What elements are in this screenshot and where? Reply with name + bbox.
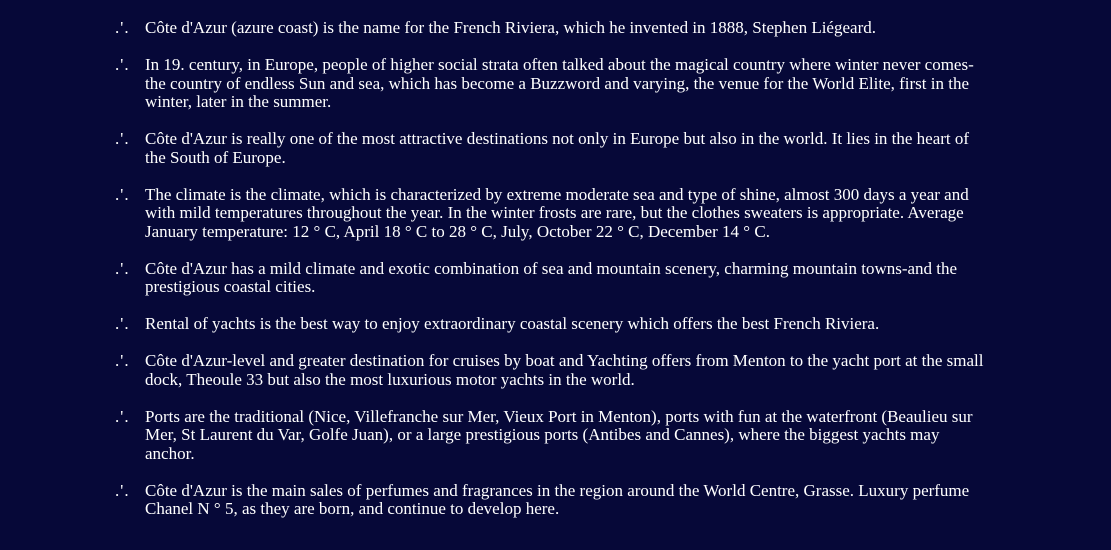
bullet-list — [0, 19, 1111, 519]
list-item — [0, 56, 991, 112]
bullet-icon: .'. — [115, 406, 130, 426]
list-item — [0, 186, 991, 242]
list-item — [0, 130, 991, 167]
list-item — [0, 315, 991, 334]
list-item — [0, 19, 991, 38]
bullet-icon: .'. — [115, 184, 130, 204]
list-item-text: Rental of yachts is the best way to enjoy extraordinary coastal scenery which offers the best French Riviera. — [145, 314, 880, 333]
list-item-text: In 19. century, in Europe, people of higher social strata often talked about the magical country where winter never comes-the country of endless Sun and sea, which has become a Buzzword and varying, the venue for the World Elite, first in the winter, later in the summer. — [145, 55, 974, 111]
list-item-text: Côte d'Azur has a mild climate and exotic combination of sea and mountain scenery, charming mountain towns-and the prestigious coastal cities. — [145, 258, 958, 296]
bullet-icon: .'. — [115, 18, 130, 37]
bullet-icon: .'. — [115, 351, 130, 370]
list-item-text: Côte d'Azur (azure coast) is the name for the French Riviera, which he invented in 1888, Stephen Liégeard. — [145, 18, 876, 37]
list-item-text: Côte d'Azur is the main sales of perfumes and fragrances in the region around the World Centre, Grasse. Luxury perfume Chanel N ° 5, as they are born, and continue to develop here. — [145, 480, 970, 518]
list-item-text: The climate is the climate, which is characterized by extreme moderate sea and type of shine, almost 300 days a year and with mild temperatures throughout the year. In the winter frosts are rare, but the clothes sweaters is appropriate. Average January temperature: 12 ° C, April 18 ° C to 28 ° C, July, October 22 ° C, December 14 ° C. — [145, 184, 969, 241]
bullet-icon: .'. — [115, 258, 130, 278]
list-item-text: Ports are the traditional (Nice, Villefranche sur Mer, Vieux Port in Menton), ports with fun at the waterfront (Beaulieu sur Mer, St Laurent du Var, Golfe Juan), or a large prestigious ports (Antibes and Cannes), where the biggest yachts may anchor. — [145, 406, 973, 463]
list-item — [0, 408, 991, 464]
bullet-icon: .'. — [115, 55, 130, 74]
list-item — [0, 482, 991, 519]
list-item-text: Côte d'Azur is really one of the most attractive destinations not only in Europe but also in the world. It lies in the heart of the South of Europe. — [145, 129, 970, 167]
bullet-icon: .'. — [115, 480, 130, 500]
bullet-icon: .'. — [115, 129, 130, 148]
list-item-text: Côte d'Azur-level and greater destination for cruises by boat and Yachting offers from Menton to the yacht port at the small dock, Theoule 33 but also the most luxurious motor yachts in the world. — [145, 351, 984, 389]
list-item — [0, 260, 991, 297]
list-item — [0, 352, 991, 389]
bullet-icon: .'. — [115, 314, 130, 333]
